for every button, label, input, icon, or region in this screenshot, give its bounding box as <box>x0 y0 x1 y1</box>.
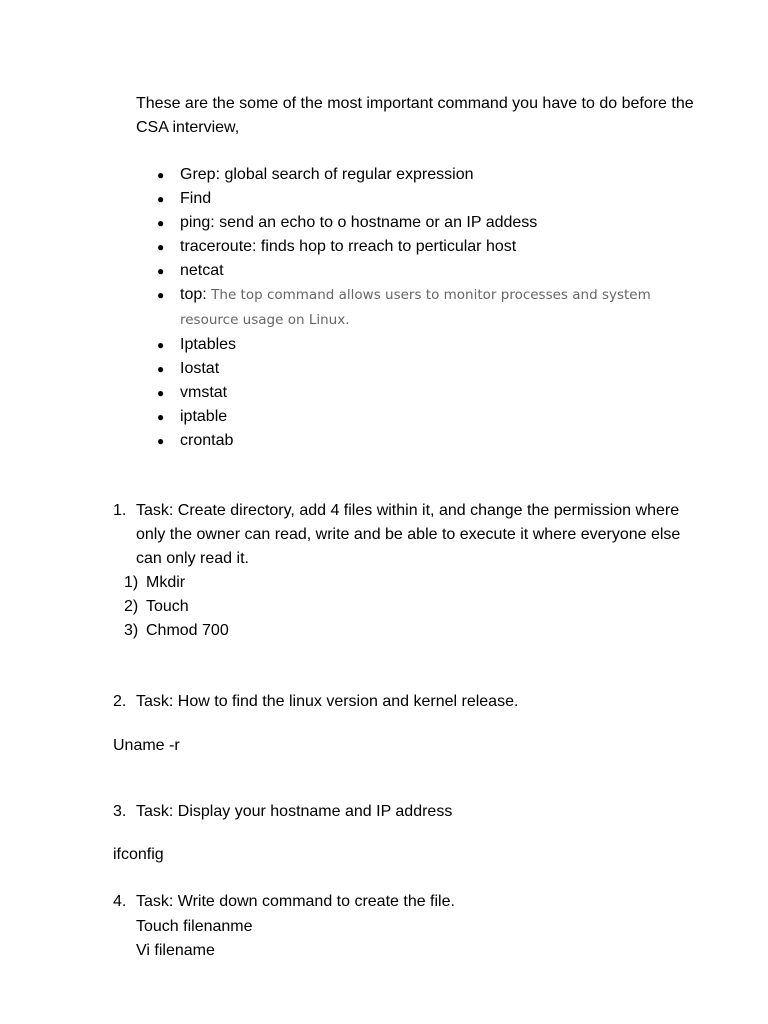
bullet-icon: ● <box>157 288 165 302</box>
bullet-icon: ● <box>157 168 165 182</box>
list-item <box>136 381 696 405</box>
bullet-label: crontab <box>180 432 234 449</box>
task-1-steps <box>124 571 229 643</box>
task-4-answer-2: Vi filename <box>136 942 215 959</box>
bullet-icon: ● <box>157 216 165 230</box>
bullet-label: Grep: global search of regular expression <box>180 166 474 183</box>
list-item <box>136 405 696 429</box>
list-item <box>136 357 696 381</box>
step-text: Touch <box>146 598 189 615</box>
task-2-answer: Uname -r <box>113 737 180 754</box>
bullet-icon: ● <box>157 338 165 352</box>
bullet-label: Iostat <box>180 360 220 377</box>
task-1 <box>113 499 693 571</box>
list-item <box>124 619 229 643</box>
task-number: 3. <box>113 803 127 820</box>
list-item <box>124 595 229 619</box>
task-4-answer-1: Touch filenanme <box>136 918 253 935</box>
list-item <box>136 333 696 357</box>
step-number: 2) <box>124 598 139 615</box>
intro-paragraph: These are the some of the most important command you have to do before the CSA interview, <box>136 95 694 136</box>
list-item <box>136 259 696 283</box>
bullet-label: Iptables <box>180 336 237 353</box>
bullet-icon: ● <box>157 386 165 400</box>
bullet-label: vmstat <box>180 384 228 401</box>
task-4 <box>113 890 693 914</box>
task-number: 4. <box>113 893 127 910</box>
step-number: 3) <box>124 622 139 639</box>
list-item <box>136 235 696 259</box>
bullet-label: top: <box>180 286 207 303</box>
bullet-label: netcat <box>180 262 224 279</box>
bullet-label: traceroute: finds hop to rreach to perticular host <box>180 238 517 255</box>
list-item <box>124 571 229 595</box>
bullet-icon: ● <box>157 362 165 376</box>
list-item <box>136 187 696 211</box>
task-2 <box>113 690 693 714</box>
task-text: Task: Create directory, add 4 files within it, and change the permission where only the owner can read, write and be able to execute it where everyone else can only read it. <box>136 502 681 567</box>
bullet-description: The top command allows users to monitor processes and system resource usage on Linux. <box>180 287 651 328</box>
list-item <box>136 163 696 187</box>
command-bullet-list <box>136 163 696 453</box>
bullet-label: ping: send an echo to o hostname or an IP addess <box>180 214 538 231</box>
task-3 <box>113 800 693 824</box>
task-text: Task: How to find the linux version and kernel release. <box>136 693 519 710</box>
task-3-answer: ifconfig <box>113 846 164 863</box>
list-item <box>136 211 696 235</box>
step-text: Mkdir <box>146 574 186 591</box>
bullet-icon: ● <box>157 240 165 254</box>
bullet-label: Find <box>180 190 212 207</box>
bullet-icon: ● <box>157 192 165 206</box>
task-number: 1. <box>113 502 127 519</box>
bullet-icon: ● <box>157 410 165 424</box>
bullet-label: iptable <box>180 408 228 425</box>
task-number: 2. <box>113 693 127 710</box>
bullet-icon: ● <box>157 434 165 448</box>
step-number: 1) <box>124 574 139 591</box>
task-text: Task: Display your hostname and IP address <box>136 803 453 820</box>
step-text: Chmod 700 <box>146 622 229 639</box>
list-item <box>136 283 696 333</box>
task-1-row <box>113 499 693 571</box>
list-item <box>136 429 696 453</box>
bullet-icon: ● <box>157 264 165 278</box>
task-text: Task: Write down command to create the file. <box>136 893 455 910</box>
